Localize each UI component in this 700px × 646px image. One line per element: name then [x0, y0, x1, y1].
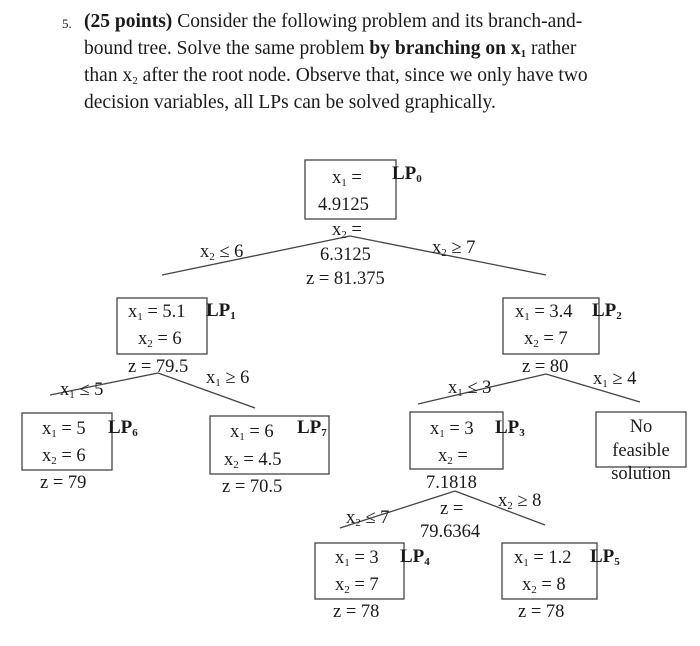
lp3-objective-label: z =	[440, 499, 464, 519]
branch-label-x1-le-3: $x_1 \le 3$	[448, 378, 492, 399]
lp6-x2: $x_2 = 6$	[42, 446, 86, 467]
lp3-x2: $x_2$ =	[438, 446, 468, 467]
branch-label-x2-le-7: $x_2 \le 7$	[346, 508, 390, 529]
lp3-objective-value: 79.6364	[420, 522, 481, 542]
lp0-objective: z = 81.375	[306, 269, 385, 289]
question-line-2: bound tree. Solve the same problem by branching on $x_1$ rather	[84, 38, 577, 60]
branch-label-x1-ge-4: $x_1 \ge 4$	[593, 369, 637, 390]
lp5-label: $LP_5$	[590, 546, 620, 568]
lp4-x2: $x_2 = 7$	[335, 575, 379, 596]
branch-label-x2-ge-8: $x_2 \ge 8$	[498, 491, 542, 512]
lp7-label: $LP_7$	[297, 417, 327, 439]
lp7-objective: z = 70.5	[222, 477, 283, 497]
lp1-objective: z = 79.5	[128, 357, 189, 377]
lp5-x1: $x_1 = 1.2$	[514, 548, 572, 569]
branch-label-x2-ge-7: $x_2 \ge 7$	[432, 238, 476, 259]
lp4-label: $LP_4$	[400, 546, 430, 568]
infeasible-line-2: feasible	[612, 441, 670, 461]
lp3-label: $LP_3$	[495, 417, 525, 439]
lp4-objective: z = 78	[333, 602, 380, 622]
lp0-x2-value: 6.3125	[320, 245, 371, 265]
lp0-x2-label: $x_2$ =	[332, 220, 362, 241]
lp0-x1-label: $x_1$ =	[332, 168, 362, 189]
lp5-x2: $x_2 = 8$	[522, 575, 566, 596]
question-number: 5.	[62, 16, 72, 31]
lp2-label: $LP_2$	[592, 300, 622, 322]
branch-label-x2-le-6: $x_2 \le 6$	[200, 242, 244, 263]
lp6-objective: z = 79	[40, 473, 87, 493]
lp1-x2: $x_2 = 6$	[138, 329, 182, 350]
lp4-x1: $x_1 = 3$	[335, 548, 379, 569]
infeasible-line-3: solution	[611, 464, 671, 484]
question-line-4: decision variables, all LPs can be solved graphically.	[84, 92, 496, 113]
lp1-label: $LP_1$	[206, 300, 236, 322]
lp2-x1: $x_1 = 3.4$	[515, 302, 573, 323]
infeasible-line-1: No	[629, 417, 653, 437]
lp0-x1-value: 4.9125	[318, 195, 369, 215]
lp6-x1: $x_1 = 5$	[42, 419, 86, 440]
lp6-label: $LP_6$	[108, 417, 138, 439]
lp7-x2: $x_2 = 4.5$	[224, 450, 282, 471]
lp7-x1: $x_1 = 6$	[230, 422, 274, 443]
lp3-x1: $x_1 = 3$	[430, 419, 474, 440]
question-line-3: than $x_2$ after the root node. Observe that, since we only have two	[84, 65, 588, 87]
branch-label-x1-le-5: $x_1 \le 5$	[60, 380, 104, 401]
lp3-x2-value: 7.1818	[426, 473, 477, 493]
branch-label-x1-ge-6: $x_1 \ge 6$	[206, 368, 250, 389]
question-line-1: (25 points) Consider the following problem and its branch-and-	[84, 11, 583, 32]
lp2-x2: $x_2 = 7$	[524, 329, 568, 350]
lp5-objective: z = 78	[518, 602, 565, 622]
lp2-objective: z = 80	[522, 357, 569, 377]
lp1-x1: $x_1 = 5.1$	[128, 302, 186, 323]
lp0-label: $LP_0$	[392, 163, 422, 185]
